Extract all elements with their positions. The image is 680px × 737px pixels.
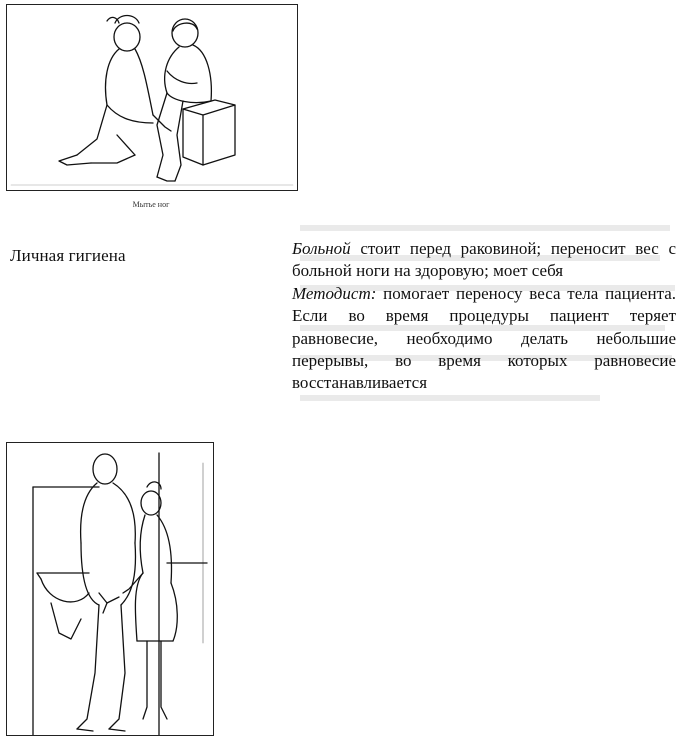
- therapist-text: помогает переносу веса тела пациента. Если во время процедуры пациент теряет равновесие, необходимо делать небольшие перерывы, во время которых равновесие восстанавливается: [292, 283, 676, 393]
- therapist-paragraph: [292, 283, 676, 395]
- foot-washing-illustration: [6, 4, 298, 191]
- stool-drawing: [183, 100, 235, 165]
- standing-patient-drawing: [77, 454, 135, 731]
- instruction-text: [292, 238, 676, 395]
- figure-caption: Мытье ног: [132, 200, 170, 209]
- patient-text: стоит перед раковиной; переносит вес с больной ноги на здоровую; моет себя: [292, 239, 676, 281]
- assisting-therapist-drawing: [123, 482, 177, 719]
- patient-paragraph: [292, 238, 676, 283]
- sink-washing-illustration: [6, 442, 214, 736]
- section-heading: Личная гигиена: [10, 246, 126, 265]
- kneeling-therapist-drawing: [59, 16, 171, 166]
- therapist-label: Методист:: [292, 283, 377, 303]
- patient-label: Больной: [292, 239, 351, 258]
- sink-drawing: [37, 573, 89, 639]
- bathroom-wall-drawing: [33, 453, 207, 735]
